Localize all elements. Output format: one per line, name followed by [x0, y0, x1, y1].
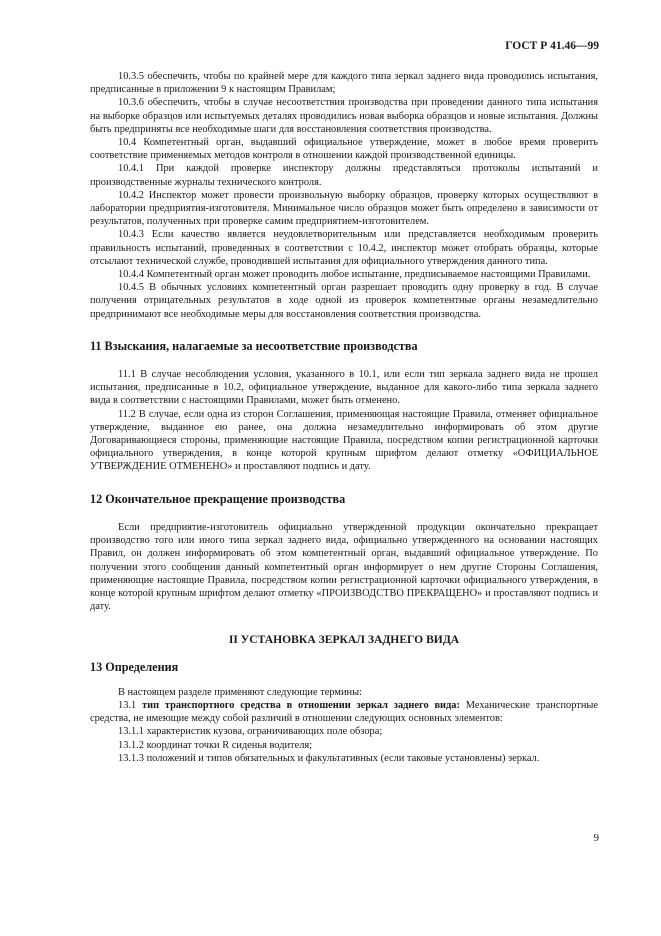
paragraph-13-1-1: 13.1.1 характеристик кузова, ограничивающих поле обзора; [118, 726, 383, 738]
section-11-heading: 11 Взыскания, налагаемые за несоответствие производства [90, 338, 418, 353]
paragraph-11-1: 11.1 В случае несоблюдения условия, указанного в 10.1, или если тип зеркала заднего вида не прошел испытания, предписанные в 10.2, официальное утверждение, выданное для какого-либо типа зеркала заднего вида в соответствии с настоящими Правилами, может быть отменено. [90, 369, 598, 407]
page-number: 9 [593, 832, 599, 844]
document-body [90, 70, 598, 765]
paragraph-13-1 [90, 699, 598, 725]
part-2-heading: II УСТАНОВКА ЗЕРКАЛ ЗАДНЕГО ВИДА [228, 633, 460, 647]
term-definition: Механические транспортные средства, не имеющие между собой различий в отношении следующих основных элементов: [90, 699, 598, 725]
paragraph-13-1-3: 13.1.3 положений и типов обязательных и факультативных (если таковые установлены) зеркал. [118, 752, 540, 764]
paragraph-11-2: 11.2 В случае, если одна из сторон Соглашения, применяющая настоящие Правила, отменяет официальное утверждение, выданное ею ранее, она должна незамедлительно информировать об этом другие Договаривающиеся стороны, применяющие настоящие Правила, посредством копии регистрационной карточки официального утверждения, в конце которой крупным шрифтом делают отметку «ОФИЦИАЛЬНОЕ УТВЕРЖДЕНИЕ ОТМЕНЕНО» и проставляют подпись и дату. [90, 408, 598, 473]
paragraph-10-4-2: 10.4.2 Инспектор может провести произвольную выборку образцов, проверку которых осуществляют в лаборатории предприятия-изготовителя. Минимальное число образцов может быть определено в зависимости от результатов, полученных при проверке самим предприятием-изготовителем. [90, 189, 598, 228]
paragraph-10-4: 10.4 Компетентный орган, выдавший официальное утверждение, может в любое время проверить соответствие применяемых методов контроля в отношении каждой производственной единицы. [90, 137, 598, 162]
standard-code: ГОСТ Р 41.46—99 [505, 40, 599, 52]
section-13-intro: В настоящем разделе применяют следующие термины: [118, 686, 362, 698]
section-13-heading: 13 Определения [90, 659, 179, 674]
paragraph-10-3-5: 10.3.5 обеспечить, чтобы по крайней мере для каждого типа зеркал заднего вида проводились испытания, предписанные в приложении 9 к настоящим Правилам; [90, 71, 598, 96]
paragraph-10-4-4: 10.4.4 Компетентный орган может проводить любое испытание, предписываемое настоящими Правилами. [118, 269, 591, 281]
paragraph-12: Если предприятие-изготовитель официально утвержденной продукции окончательно прекращает производство того или иного типа зеркал заднего вида, официально утвержденного на основании настоящих Правил, он должен информировать об этом компетентный орган, выдавший официальное утверждение. По получении этого сообщения данный компетентный орган информирует о нем другие Стороны Соглашения, применяющие настоящие Правила, посредством копии регистрационной карточки официального утверждения, в конце которой крупным шрифтом делают отметку «ПРОИЗВОДСТВО ПРЕКРАЩЕНО» и проставляют подпись и дату. [90, 521, 598, 613]
paragraph-13-1-2: 13.1.2 координат точки R сиденья водителя; [118, 739, 313, 751]
paragraph-10-3-6: 10.3.6 обеспечить, чтобы в случае несоответствия производства при проведении данного типа испытания на выборке образцов или испытуемых деталях проводились новая выборка образцов и новые испытания. Должны быть предприняты все необходимые шаги для восстановления соответствия производства. [90, 97, 598, 135]
paragraph-10-4-1: 10.4.1 При каждой проверке инспектору должны представляться протоколы испытаний и производственные журналы технического контроля. [90, 163, 598, 188]
section-12-heading: 12 Окончательное прекращение производства [90, 491, 346, 506]
paragraph-10-4-5: 10.4.5 В обычных условиях компетентный орган разрешает проводить одну проверку в год. В случае получения отрицательных результатов в ходе одной из проверок компетентные органы незамедлительно предпринимают все необходимые меры для восстановления соответствия производства. [90, 282, 598, 320]
term-number: 13.1 [118, 699, 137, 711]
paragraph-10-4-3: 10.4.3 Если качество является неудовлетворительным или представляется необходимым проверить правильность испытаний, проведенных в соответствии с 10.4.2, инспектор может отобрать образцы, которые отсылают технической службе, проводившей испытания для официального утверждения данного типа. [90, 229, 598, 267]
term-name: тип транспортного средства в отношении зеркал заднего вида: [141, 699, 460, 711]
